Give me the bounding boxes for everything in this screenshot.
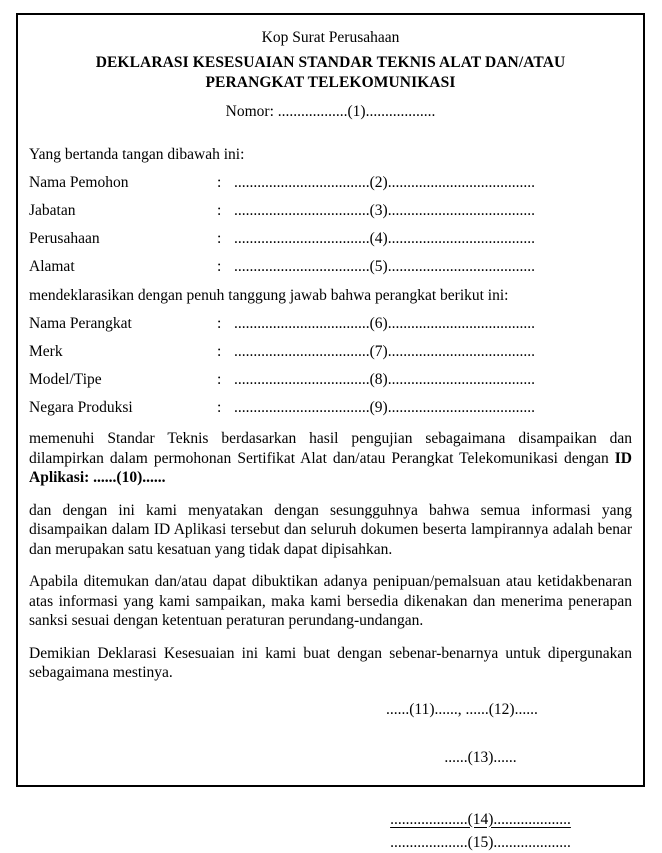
field-colon: :	[217, 174, 222, 191]
field-label: Nama Pemohon	[29, 174, 129, 191]
application-id-label: ID Aplikasi: ......(10)......	[29, 449, 632, 486]
field-row-perusahaan	[29, 229, 632, 249]
field-value: ...................................(4)......................................	[234, 230, 535, 247]
signature-place-date: ......(11)......, ......(12)......	[386, 700, 538, 718]
field-value: ...................................(9)......................................	[234, 399, 535, 416]
field-row-model-tipe	[29, 370, 632, 390]
field-row-negara-produksi	[29, 398, 632, 418]
paragraph-compliance	[29, 429, 632, 488]
paragraph-closing: Demikian Deklarasi Kesesuaian ini kami buat dengan sebenar-benarnya untuk dipergunakan sebagaimana mestinya.	[29, 644, 632, 681]
field-label: Merk	[29, 343, 63, 360]
intro-text: Yang bertanda tangan dibawah ini:	[29, 146, 245, 163]
field-value: ...................................(6)......................................	[234, 315, 535, 332]
field-row-merk	[29, 342, 632, 362]
field-label: Negara Produksi	[29, 399, 133, 416]
field-label: Alamat	[29, 258, 75, 275]
field-colon: :	[217, 371, 222, 388]
field-row-jabatan	[29, 201, 632, 221]
field-row-alamat	[29, 257, 632, 277]
page-title	[29, 53, 632, 93]
field-value: ...................................(7)......................................	[234, 343, 535, 360]
field-colon: :	[217, 343, 222, 360]
field-label: Nama Perangkat	[29, 315, 132, 332]
field-colon: :	[217, 230, 222, 247]
signature-position: ....................(15)....................	[390, 833, 571, 851]
field-row-nama-perangkat	[29, 314, 632, 334]
field-label: Jabatan	[29, 202, 76, 219]
field-colon: :	[217, 258, 222, 275]
field-colon: :	[217, 202, 222, 219]
field-value: ...................................(8)......................................	[234, 371, 535, 388]
field-colon: :	[217, 315, 222, 332]
paragraph-sanction: Apabila ditemukan dan/atau dapat dibuktikan adanya penipuan/pemalsuan atau ketidakbenaran atas informasi yang kami sampaikan, maka kami bersedia dikenakan dan menerima penerapan sanksi sesuai dengan ketentuan peraturan perundang-undangan.	[29, 573, 632, 629]
field-colon: :	[217, 399, 222, 416]
field-value: ...................................(5)......................................	[234, 258, 535, 275]
field-row-nama-pemohon	[29, 173, 632, 193]
field-value: ...................................(2)......................................	[234, 174, 535, 191]
page-title-line-2: PERANGKAT TELEKOMUNIKASI	[205, 74, 456, 91]
device-intro-text: mendeklarasikan dengan penuh tanggung jawab bahwa perangkat berikut ini:	[29, 287, 509, 304]
letterhead-placeholder: Kop Surat Perusahaan	[261, 29, 400, 46]
paragraph-compliance-text: memenuhi Standar Teknis berdasarkan hasil pengujian sebagaimana disampaikan dan dilampirkan dalam permohonan Sertifikat Alat dan/atau Perangkat Telekomunikasi dengan	[29, 430, 632, 467]
page-title-line-1: DEKLARASI KESESUAIAN STANDAR TEKNIS ALAT DAN/ATAU	[95, 54, 566, 71]
field-label: Perusahaan	[29, 230, 100, 247]
paragraph-statement: dan dengan ini kami menyatakan dengan sesungguhnya bahwa semua informasi yang disampaikan dalam ID Aplikasi tersebut dan seluruh dokumen beserta lampirannya adalah benar dan merupakan satu kesatuan yang tidak dapat dipisahkan.	[29, 501, 632, 558]
signature-name	[29, 810, 632, 830]
document-number-line: Nomor: ..................(1)..................	[225, 103, 436, 120]
signature-role: ......(13)......	[444, 748, 517, 766]
document-body	[29, 20, 632, 853]
field-value: ...................................(3)......................................	[234, 202, 535, 219]
field-label: Model/Tipe	[29, 371, 102, 388]
document-page	[16, 13, 645, 851]
signature-name-text: ....................(14)....................	[390, 810, 571, 828]
